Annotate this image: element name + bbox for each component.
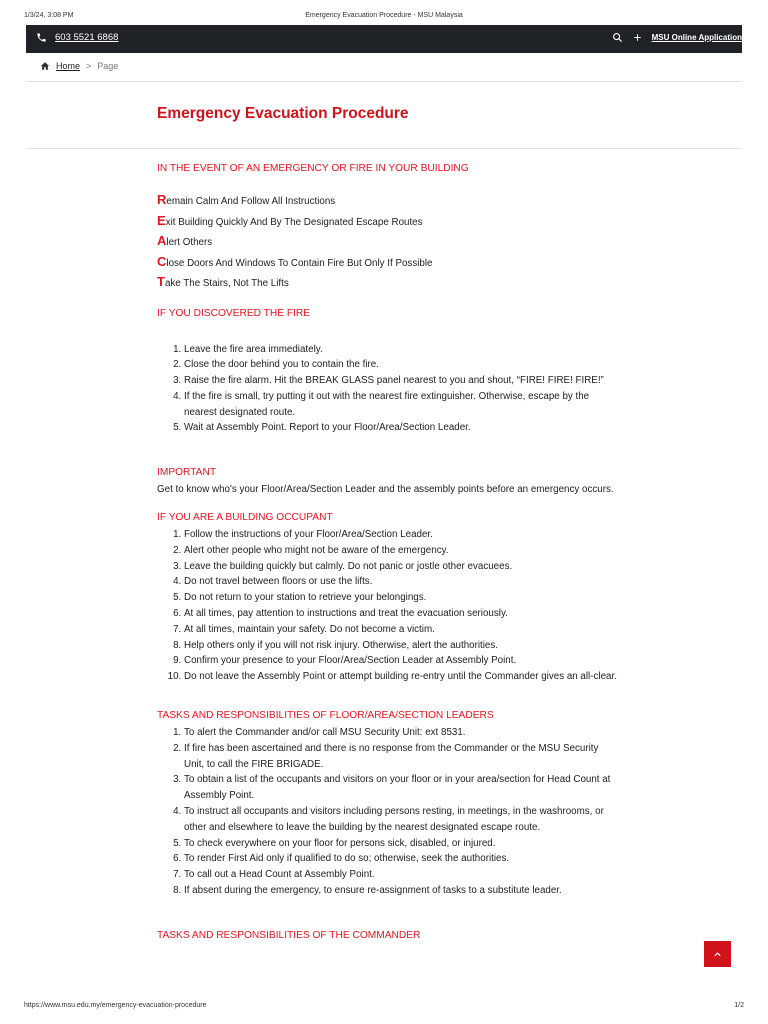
list-item: 2. If fire has been ascertained and there is no response from the Commander or the MSU Security Unit, to call the FIRE BRIGADE. xyxy=(184,741,617,773)
online-application-link[interactable]: MSU Online Application xyxy=(651,33,742,42)
section-heading-important: IMPORTANT xyxy=(157,467,217,479)
print-doc-title: Emergency Evacuation Procedure - MSU Malaysia xyxy=(305,12,463,19)
list-item: 6. At all times, pay attention to instructions and treat the evacuation seriously. xyxy=(184,606,617,622)
section-heading-leaders: TASKS AND RESPONSIBILITIES OF FLOOR/AREA/SECTION LEADERS xyxy=(157,710,494,722)
breadcrumb-divider xyxy=(26,81,742,82)
react-letter: R xyxy=(157,192,167,207)
home-icon[interactable] xyxy=(40,61,50,71)
breadcrumb xyxy=(40,61,118,71)
chevron-up-icon xyxy=(712,949,723,960)
react-text: xit Building Quickly And By The Designated Escape Routes xyxy=(165,216,423,228)
list-item: 8. If absent during the emergency, to ensure re-assignment of tasks to a substitute leader. xyxy=(184,883,617,899)
important-text: Get to know who's your Floor/Area/Section Leader and the assembly points before an emergency occurs. xyxy=(157,484,614,496)
print-page-number: 1/2 xyxy=(734,1002,744,1009)
react-item xyxy=(157,273,617,294)
breadcrumb-separator: > xyxy=(86,61,92,71)
react-item xyxy=(157,191,617,212)
breadcrumb-home[interactable]: Home xyxy=(56,61,81,71)
list-item: 2. Close the door behind you to contain the fire. xyxy=(184,357,617,373)
list-item: 3. Leave the building quickly but calmly. Do not panic or jostle other evacuees. xyxy=(184,559,617,575)
list-item: 1. To alert the Commander and/or call MSU Security Unit: ext 8531. xyxy=(184,725,617,741)
list-item: 8. Help others only if you will not risk injury. Otherwise, alert the authorities. xyxy=(184,638,617,654)
react-text: emain Calm And Follow All Instructions xyxy=(166,196,336,207)
section-heading-event: IN THE EVENT OF AN EMERGENCY OR FIRE IN YOUR BUILDING xyxy=(157,163,469,174)
phone-icon xyxy=(36,32,47,43)
react-text: ake The Stairs, Not The Lifts xyxy=(164,278,289,289)
list-item: 7. To call out a Head Count at Assembly Point. xyxy=(184,867,617,883)
plus-icon[interactable] xyxy=(632,32,643,43)
article-content xyxy=(157,162,617,943)
react-text: lose Doors And Windows To Contain Fire But Only If Possible xyxy=(166,257,433,269)
phone-link[interactable] xyxy=(36,32,118,43)
occupant-steps-list xyxy=(157,527,617,685)
react-text: lert Others xyxy=(166,237,213,248)
top-bar xyxy=(26,25,742,53)
react-item xyxy=(157,232,617,253)
print-datetime: 1/3/24, 3:08 PM xyxy=(24,12,74,19)
list-item: 6. To render First Aid only if qualified to do so; otherwise, seek the authorities. xyxy=(184,851,617,867)
list-item: 10. Do not leave the Assembly Point or attempt building re-entry until the Commander gives an all-clear. xyxy=(184,669,617,685)
react-item xyxy=(157,212,617,233)
list-item: 1. Leave the fire area immediately. xyxy=(184,342,617,358)
search-icon[interactable] xyxy=(612,32,623,43)
list-item: 1. Follow the instructions of your Floor/Area/Section Leader. xyxy=(184,527,617,543)
react-item xyxy=(157,253,617,274)
react-letter: C xyxy=(157,253,167,269)
print-header xyxy=(0,0,768,24)
list-item: 3. Raise the fire alarm. Hit the BREAK GLASS panel nearest to you and shout, “FIRE! FIRE! FIRE!” xyxy=(184,373,617,389)
section-heading-discovered: IF YOU DISCOVERED THE FIRE xyxy=(157,307,311,319)
list-item: 4. If the fire is small, try putting it out with the nearest fire extinguisher. Otherwise, escape by the nearest designated route. xyxy=(184,389,617,421)
list-item: 3. To obtain a list of the occupants and visitors on your floor or in your area/section for Head Count at Assembly Point. xyxy=(184,772,617,804)
list-item: 4. Do not travel between floors or use the lifts. xyxy=(184,574,617,590)
title-divider xyxy=(26,148,742,149)
list-item: 2. Alert other people who might not be aware of the emergency. xyxy=(184,543,617,559)
list-item: 4. To instruct all occupants and visitors including persons resting, in meetings, in the washrooms, or other and elsewhere to leave the building by the nearest designated escape route. xyxy=(184,804,617,836)
discovered-steps-list xyxy=(157,342,617,437)
react-letter: T xyxy=(157,274,165,289)
react-letter: A xyxy=(157,233,167,248)
list-item: 5. Wait at Assembly Point. Report to your Floor/Area/Section Leader. xyxy=(184,420,617,436)
react-letter: E xyxy=(157,212,166,228)
phone-number[interactable]: 603 5521 6868 xyxy=(55,32,119,43)
list-item: 5. To check everywhere on your floor for persons sick, disabled, or injured. xyxy=(184,836,617,852)
page-title: Emergency Evacuation Procedure xyxy=(157,105,409,122)
list-item: 5. Do not return to your station to retrieve your belongings. xyxy=(184,590,617,606)
section-heading-commander: TASKS AND RESPONSIBILITIES OF THE COMMANDER xyxy=(157,929,421,941)
leaders-tasks-list xyxy=(157,725,617,899)
list-item: 9. Confirm your presence to your Floor/Area/Section Leader at Assembly Point. xyxy=(184,653,617,669)
print-url: https://www.msu.edu.my/emergency-evacuation-procedure xyxy=(24,1002,207,1009)
section-heading-occupant: IF YOU ARE A BUILDING OCCUPANT xyxy=(157,512,333,524)
list-item: 7. At all times, maintain your safety. Do not become a victim. xyxy=(184,622,617,638)
react-acronym-list xyxy=(157,191,617,294)
scroll-to-top-button[interactable] xyxy=(704,941,731,967)
breadcrumb-current: Page xyxy=(97,61,119,71)
